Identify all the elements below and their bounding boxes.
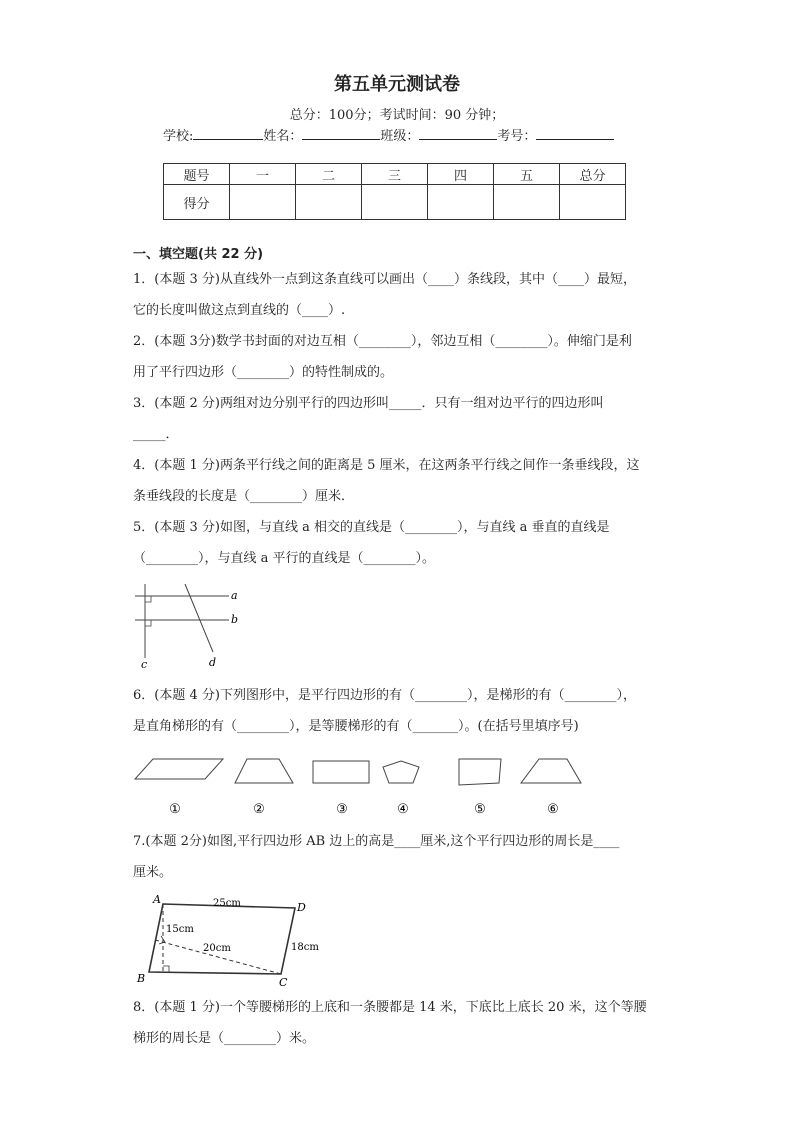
section-heading: 一、填空题(共 22 分) [133, 247, 264, 262]
label-a: a [231, 589, 238, 602]
table-cell: 四 [428, 164, 494, 185]
question-4 [133, 450, 673, 512]
class-field[interactable] [419, 126, 497, 140]
shape-5-quadrilateral [459, 759, 501, 785]
class-label: 班级： [380, 129, 420, 144]
score-table-score-row [164, 185, 626, 220]
name-label: 姓名： [263, 129, 303, 144]
question-line: 它的长度叫做这点到直线的（____）. [133, 303, 346, 318]
question-1 [133, 264, 673, 326]
table-cell: 得分 [164, 185, 230, 220]
number-label: 考号： [497, 129, 537, 144]
figure-7-parallelogram [133, 892, 333, 988]
question-line: 梯形的周长是（________）米。 [133, 1031, 316, 1046]
question-line: （________），与直线 a 平行的直线是（________）。 [133, 551, 436, 566]
vertex-label-d: D [297, 901, 306, 914]
score-cell[interactable] [296, 185, 362, 220]
school-field[interactable] [193, 126, 263, 140]
question-line: 8．(本题 1 分)一个等腰梯形的上底和一条腰都是 14 米，下底比上底长 20 米，这个等腰 [133, 1000, 647, 1015]
name-field[interactable] [302, 126, 380, 140]
right-angle-mark [145, 620, 151, 626]
table-cell: 二 [296, 164, 362, 185]
number-field[interactable] [536, 126, 614, 140]
question-8 [133, 992, 673, 1054]
score-cell[interactable] [230, 185, 296, 220]
line-d [185, 584, 213, 652]
label-b: b [231, 613, 239, 626]
height-length-label: 15cm [166, 924, 194, 935]
label-d: d [209, 656, 217, 669]
score-table-header-row [164, 164, 626, 185]
page-title: 第五单元测试卷 [334, 74, 460, 95]
table-cell: 三 [362, 164, 428, 185]
vertex-label-a: A [153, 893, 161, 906]
shape-number: ③ [336, 802, 348, 817]
vertex-label-c: C [279, 976, 288, 988]
shape-number: ① [169, 802, 181, 817]
question-line: 厘米。 [133, 865, 173, 880]
question-line: 6．(本题 4 分)下列图形中，是平行四边形的有（________），是梯形的有（________）， [133, 688, 636, 703]
question-line: 3．(本题 2 分)两组对边分别平行的四边形叫_____．只有一组对边平行的四边形叫 [133, 396, 604, 411]
shape-number: ② [253, 802, 265, 817]
right-angle-mark [163, 966, 169, 972]
student-info-row [163, 125, 614, 144]
question-line: 用了平行四边形（________）的特性制成的。 [133, 365, 394, 380]
question-line: 条垂线段的长度是（________）厘米． [133, 489, 355, 504]
table-cell: 一 [230, 164, 296, 185]
question-7 [133, 826, 673, 888]
question-2 [133, 326, 673, 388]
school-label: 学校: [163, 129, 194, 144]
exam-subtitle: 总分：100分；考试时间：90 分钟； [289, 108, 505, 123]
score-table [163, 163, 626, 220]
side-length-label: 18cm [291, 942, 319, 953]
figure-6-shapes [133, 755, 593, 821]
label-c: c [141, 658, 148, 670]
question-line: 1．(本题 3 分)从直线外一点到这条直线可以画出（____）条线段，其中（____）最短， [133, 272, 636, 287]
parallelogram-abcd [149, 904, 295, 974]
question-line: 4．(本题 1 分)两条平行线之间的距离是 5 厘米，在这两条平行线之间作一条垂线段，这 [133, 458, 640, 473]
question-line: 是直角梯形的有（________），是等腰梯形的有（_______）。(在括号里填序号) [133, 719, 579, 734]
question-line: 7.(本题 2分)如图,平行四边形 AB 边上的高是____厘米,这个平行四边形的周长是____ [133, 834, 620, 849]
question-6 [133, 680, 673, 742]
shape-2-isosceles-trapezoid [235, 759, 293, 783]
question-line: 5．(本题 3 分)如图，与直线 a 相交的直线是（________），与直线 a 垂直的直线是 [133, 520, 610, 535]
side-length-label: 25cm [213, 898, 241, 909]
score-cell[interactable] [428, 185, 494, 220]
table-cell: 五 [494, 164, 560, 185]
score-cell[interactable] [494, 185, 560, 220]
question-5 [133, 512, 673, 574]
table-cell: 总分 [560, 164, 626, 185]
shape-number: ⑤ [474, 802, 486, 817]
score-cell[interactable] [560, 185, 626, 220]
figure-5-lines [133, 578, 253, 670]
question-line: 2．(本题 3分)数学书封面的对边互相（________），邻边互相（________）。伸缩门是利 [133, 334, 632, 349]
shape-1-parallelogram [135, 759, 223, 779]
question-line: _____． [133, 427, 179, 442]
score-cell[interactable] [362, 185, 428, 220]
shape-6-trapezoid [521, 759, 581, 783]
shape-3-rectangle [313, 761, 369, 783]
shape-number: ⑥ [547, 802, 559, 817]
question-3 [133, 388, 673, 450]
height-length-label: 20cm [203, 943, 231, 954]
table-cell: 题号 [164, 164, 230, 185]
shape-number: ④ [397, 802, 409, 817]
right-angle-mark [145, 596, 151, 602]
vertex-label-b: B [137, 972, 146, 985]
shape-4-pentagon [383, 761, 419, 783]
